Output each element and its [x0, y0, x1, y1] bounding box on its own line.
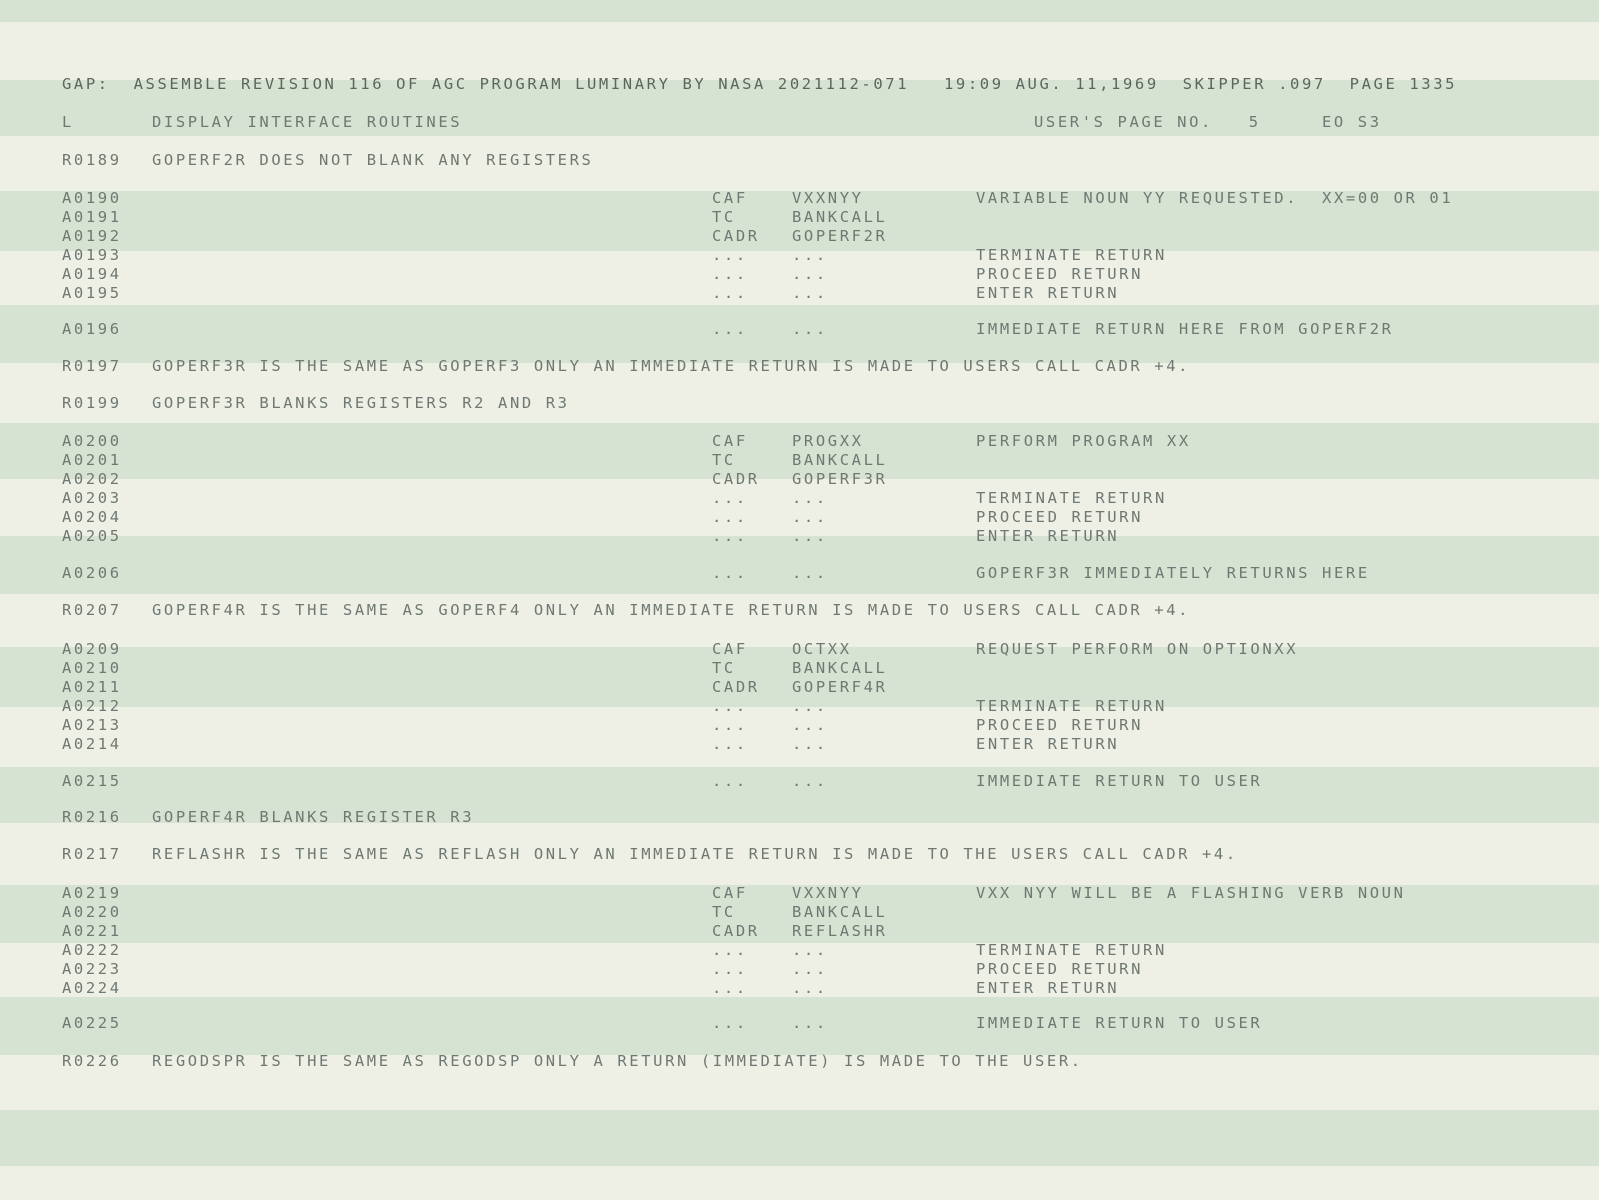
- line-opcode: CAF: [712, 640, 748, 658]
- section-title: DISPLAY INTERFACE ROUTINES: [152, 113, 463, 131]
- line-opcode: ...: [712, 697, 748, 715]
- line-tag: A0209: [62, 640, 122, 658]
- line-comment: TERMINATE RETURN: [976, 697, 1167, 715]
- line-comment: ENTER RETURN: [976, 979, 1120, 997]
- line-tag: A0190: [62, 189, 122, 207]
- line-tag: R0189: [62, 151, 122, 169]
- line-tag: R0207: [62, 601, 122, 619]
- line-operand: REFLASHR: [792, 922, 888, 940]
- line-comment: TERMINATE RETURN: [976, 489, 1167, 507]
- line-operand: BANKCALL: [792, 451, 888, 469]
- line-comment: TERMINATE RETURN: [976, 246, 1167, 264]
- line-tag: A0212: [62, 697, 122, 715]
- paper-band: [0, 1110, 1599, 1166]
- line-operand: PROGXX: [792, 432, 864, 450]
- line-operand: ...: [792, 979, 828, 997]
- line-tag: A0215: [62, 772, 122, 790]
- line-opcode: ...: [712, 716, 748, 734]
- line-opcode: ...: [712, 527, 748, 545]
- line-tag: R0217: [62, 845, 122, 863]
- line-opcode: ...: [712, 979, 748, 997]
- line-operand: VXXNYY: [792, 189, 864, 207]
- line-operand: ...: [792, 716, 828, 734]
- line-comment: IMMEDIATE RETURN TO USER: [976, 772, 1263, 790]
- line-operand: ...: [792, 489, 828, 507]
- line-opcode: TC: [712, 451, 736, 469]
- line-tag: A0200: [62, 432, 122, 450]
- line-tag: A0214: [62, 735, 122, 753]
- line-opcode: TC: [712, 208, 736, 226]
- line-operand: BANKCALL: [792, 903, 888, 921]
- line-remark: GOPERF4R BLANKS REGISTER R3: [152, 808, 475, 826]
- line-tag: R0199: [62, 394, 122, 412]
- line-comment: ENTER RETURN: [976, 735, 1120, 753]
- line-operand: GOPERF2R: [792, 227, 888, 245]
- line-operand: ...: [792, 265, 828, 283]
- line-tag: A0221: [62, 922, 122, 940]
- line-tag: A0196: [62, 320, 122, 338]
- line-opcode: CADR: [712, 470, 760, 488]
- line-comment: PROCEED RETURN: [976, 508, 1144, 526]
- line-comment: IMMEDIATE RETURN HERE FROM GOPERF2R: [976, 320, 1394, 338]
- line-remark: GOPERF4R IS THE SAME AS GOPERF4 ONLY AN IMMEDIATE RETURN IS MADE TO USERS CALL CADR +4.: [152, 601, 1191, 619]
- line-opcode: ...: [712, 284, 748, 302]
- paper-band: [0, 0, 1599, 22]
- line-comment: PERFORM PROGRAM XX: [976, 432, 1191, 450]
- line-opcode: ...: [712, 320, 748, 338]
- line-opcode: CADR: [712, 922, 760, 940]
- line-opcode: CAF: [712, 189, 748, 207]
- line-comment: IMMEDIATE RETURN TO USER: [976, 1014, 1263, 1032]
- line-operand: ...: [792, 527, 828, 545]
- line-opcode: TC: [712, 659, 736, 677]
- line-opcode: ...: [712, 941, 748, 959]
- line-comment: GOPERF3R IMMEDIATELY RETURNS HERE: [976, 564, 1370, 582]
- line-operand: ...: [792, 772, 828, 790]
- line-tag: R0197: [62, 357, 122, 375]
- line-operand: GOPERF3R: [792, 470, 888, 488]
- line-operand: ...: [792, 246, 828, 264]
- line-tag: A0210: [62, 659, 122, 677]
- line-comment: REQUEST PERFORM ON OPTIONXX: [976, 640, 1299, 658]
- line-operand: ...: [792, 508, 828, 526]
- line-tag: A0220: [62, 903, 122, 921]
- line-operand: BANKCALL: [792, 208, 888, 226]
- line-tag: A0206: [62, 564, 122, 582]
- line-tag: R0216: [62, 808, 122, 826]
- line-tag: A0193: [62, 246, 122, 264]
- line-comment: PROCEED RETURN: [976, 960, 1144, 978]
- line-tag: A0204: [62, 508, 122, 526]
- line-tag: A0219: [62, 884, 122, 902]
- line-remark: GOPERF3R BLANKS REGISTERS R2 AND R3: [152, 394, 570, 412]
- line-operand: GOPERF4R: [792, 678, 888, 696]
- line-remark: REGODSPR IS THE SAME AS REGODSP ONLY A RETURN (IMMEDIATE) IS MADE TO THE USER.: [152, 1052, 1083, 1070]
- line-tag: A0194: [62, 265, 122, 283]
- users-page-number: USER'S PAGE NO. 5: [1034, 113, 1261, 131]
- eo-code: EO S3: [1322, 113, 1382, 131]
- line-operand: ...: [792, 735, 828, 753]
- line-tag: A0191: [62, 208, 122, 226]
- line-tag: A0195: [62, 284, 122, 302]
- line-opcode: CAF: [712, 884, 748, 902]
- line-operand: ...: [792, 960, 828, 978]
- line-operand: BANKCALL: [792, 659, 888, 677]
- line-operand: VXXNYY: [792, 884, 864, 902]
- line-opcode: ...: [712, 960, 748, 978]
- line-operand: ...: [792, 941, 828, 959]
- line-opcode: TC: [712, 903, 736, 921]
- line-remark: GOPERF3R IS THE SAME AS GOPERF3 ONLY AN IMMEDIATE RETURN IS MADE TO USERS CALL CADR +4.: [152, 357, 1191, 375]
- line-opcode: ...: [712, 508, 748, 526]
- line-tag: A0211: [62, 678, 122, 696]
- header-title: GAP: ASSEMBLE REVISION 116 OF AGC PROGRAM LUMINARY BY NASA 2021112-071: [62, 75, 910, 93]
- line-opcode: ...: [712, 1014, 748, 1032]
- line-tag: A0201: [62, 451, 122, 469]
- line-remark: REFLASHR IS THE SAME AS REFLASH ONLY AN IMMEDIATE RETURN IS MADE TO THE USERS CALL CADR +4.: [152, 845, 1238, 863]
- line-comment: PROCEED RETURN: [976, 265, 1144, 283]
- line-opcode: ...: [712, 265, 748, 283]
- line-opcode: CAF: [712, 432, 748, 450]
- line-comment: TERMINATE RETURN: [976, 941, 1167, 959]
- line-tag: A0213: [62, 716, 122, 734]
- line-operand: ...: [792, 564, 828, 582]
- line-opcode: ...: [712, 735, 748, 753]
- line-comment: VARIABLE NOUN YY REQUESTED. XX=00 OR 01: [976, 189, 1454, 207]
- line-comment: PROCEED RETURN: [976, 716, 1144, 734]
- line-comment: ENTER RETURN: [976, 284, 1120, 302]
- line-tag: A0222: [62, 941, 122, 959]
- line-tag: A0224: [62, 979, 122, 997]
- line-tag: A0223: [62, 960, 122, 978]
- line-tag: A0225: [62, 1014, 122, 1032]
- line-tag: A0192: [62, 227, 122, 245]
- section-tag: L: [62, 113, 74, 131]
- line-opcode: ...: [712, 564, 748, 582]
- line-comment: ENTER RETURN: [976, 527, 1120, 545]
- line-operand: OCTXX: [792, 640, 852, 658]
- line-remark: GOPERF2R DOES NOT BLANK ANY REGISTERS: [152, 151, 594, 169]
- line-opcode: ...: [712, 246, 748, 264]
- line-tag: R0226: [62, 1052, 122, 1070]
- line-operand: ...: [792, 284, 828, 302]
- line-operand: ...: [792, 320, 828, 338]
- line-tag: A0202: [62, 470, 122, 488]
- line-opcode: CADR: [712, 678, 760, 696]
- line-opcode: ...: [712, 772, 748, 790]
- line-tag: A0203: [62, 489, 122, 507]
- line-opcode: CADR: [712, 227, 760, 245]
- line-opcode: ...: [712, 489, 748, 507]
- header-timestamp: 19:09 AUG. 11,1969 SKIPPER .097 PAGE 1335: [944, 75, 1458, 93]
- line-comment: VXX NYY WILL BE A FLASHING VERB NOUN: [976, 884, 1406, 902]
- line-operand: ...: [792, 697, 828, 715]
- line-tag: A0205: [62, 527, 122, 545]
- line-operand: ...: [792, 1014, 828, 1032]
